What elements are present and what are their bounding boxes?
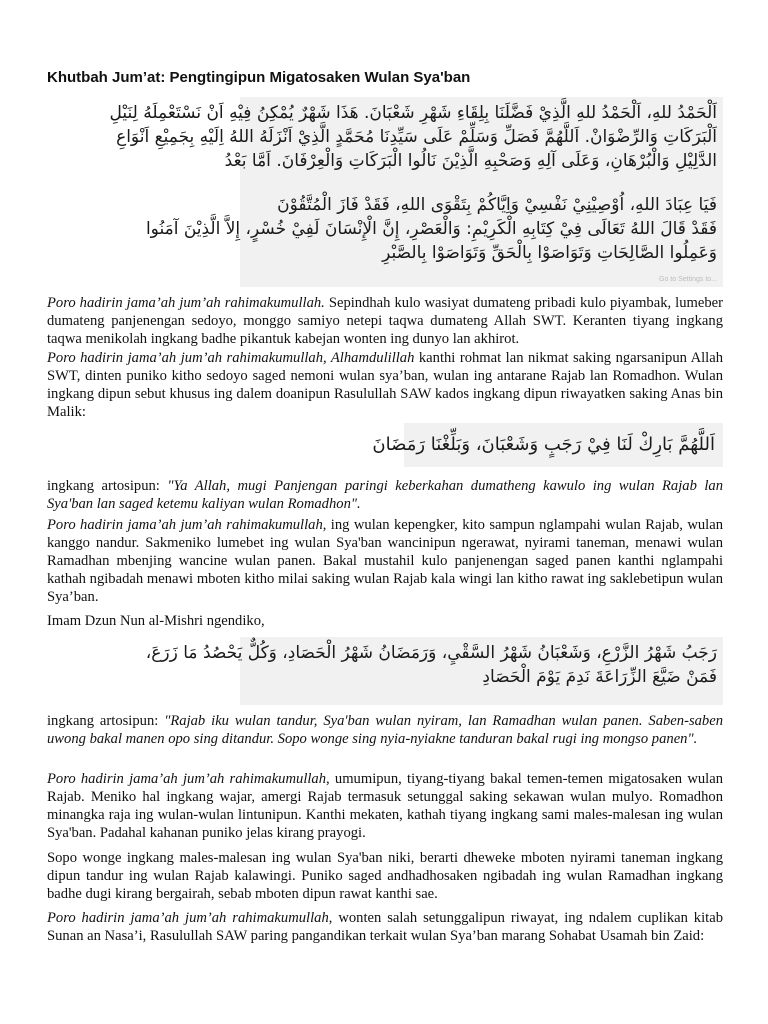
paragraph-text: , umumipun, tiyang-tiyang bakal temen-temen migatosaken wulan Rajab. Meniko hal ingkang wajar, amergi Rajab termasuk setunggal saking sekawan wulan mulyo. Romadhon minangka raja ing wulan-wulan lintunipun. Kanthi mekaten, kathah tiyang ingkang sami males-malesan ing wulan Sya'ban. Padahal kahanan puniko jelas kirang prayogi. — [47, 771, 723, 841]
arabic-line: رَجَبُ شَهْرُ الزَّرْعِ، وَشَعْبَانُ شَهْرُ السَّقْيِ، وَرَمَضَانُ شَهْرُ الْحَصَادِ، وَكُلٌّ يَحْصُدُ مَا زَرَعَ، — [145, 643, 717, 663]
paragraph-italic: Poro hadirin jama’ah jum’ah rahimakumullah — [47, 517, 323, 533]
paragraph-italic: "Ya Allah, mugi Panjengan paringi keberkahan dumatheng kawulo ing wulan Rajab lan Sya'ban lan saged ketemu kaliyan wulan Romadhon". — [47, 478, 723, 512]
arabic-quote-block — [145, 637, 723, 705]
paragraph-italic: Poro hadirin jama’ah jum’ah rahimakumullah, Alhamdulillah — [47, 350, 415, 366]
activation-watermark: Go to Settings to... — [659, 276, 717, 283]
paragraph-text: ingkang artosipun: — [47, 478, 168, 494]
arabic-line: وَعَمِلُوا الصَّالِحَاتِ وَتَوَاصَوْا بِالْحَقِّ وَتَوَاصَوْا بِالصَّبْرِ — [382, 243, 717, 263]
paragraph-text: Sopo wonge ingkang males-malesan ing wulan Sya'ban niki, berarti dheweke mboten nyirami taneman ingkang dipun tandur ing wulan Rajab kalawingi. Puniko saged andhadhosaken ngibadah ing wulan Ramadhan ingkang badhe dugi kirang bergairah, sebab mboten dipun rawat kanthi sae. — [47, 850, 723, 902]
paragraph-text: Imam Dzun Nun al-Mishri ngendiko, — [47, 613, 265, 629]
paragraph-text: , ing wulan kepengker, kito sampun nglampahi wulan Rajab, wulan kanggo nandur. Sakmeniko lumebet ing wulan Sya'ban wancinipun ngerawat, nyirami taneman, menawi wulan Ramadhan mbenjing wancine wulan panen. Bakal mustahil kulo panjenengan saged panen kanthi nglampahi kathah ngibadah menawi mboten kitho milai saking wulan Rajab kala wingi lan kitho rawat ing saklebetipun wulan Sya’ban. — [47, 517, 723, 605]
paragraph-2 — [47, 349, 723, 421]
arabic-line: فَقَدْ قَالَ اللهُ تَعَالَى فِيْ كِتَابِهِ الْكَرِيْمِ: وَالْعَصْرِ، إِنَّ الْإِنْسَانَ لَفِيْ خُسْرٍ، إِلاَّ الَّذِيْنَ آمَنُوا — [145, 219, 717, 239]
arabic-line: اَللَّهُمَّ بَارِكْ لَنَا فِيْ رَجَبٍ وَشَعْبَانَ، وَبَلِّغْنَا رَمَضَانَ — [372, 434, 715, 455]
arabic-opening-block — [109, 97, 723, 287]
paragraph-text: , wonten salah setunggalipun riwayat, ing ndalem cuplikan kitab Sunan an Nasa’i, Rasulullah SAW paring pangandikan terkait wulan Sya’ban marang Sohabat Usamah bin Zaid: — [47, 910, 723, 944]
paragraph-italic: Poro hadirin jama’ah jum’ah rahimakumullah — [47, 910, 329, 926]
paragraph-text: kanthi rohmat lan nikmat saking ngarsanipun Allah SWT, dinten puniko kitho sedoyo saged nemoni wulan sya’ban, wulan ing antarane Rajab lan Romadhon. Wulan ingkang dipun sebut khusus ing dalem doanipun Rasulullah SAW kados ingkang dipun riwayatken saking Anas bin Malik: — [47, 350, 724, 420]
paragraph-1 — [47, 294, 723, 348]
arabic-line: فَمَنْ ضَيَّعَ الزِّرَاعَةَ نَدِمَ يَوْمَ الْحَصَادِ — [482, 667, 717, 687]
paragraph-8 — [47, 849, 723, 903]
paragraph-italic: Poro hadirin jama’ah jum’ah rahimakumullah — [47, 771, 327, 787]
paragraph-text: Sepindhah kulo wasiyat dumateng pribadi kulo piyambak, lumeber dumateng panjenengan sedoyo, monggo samiyo netepi taqwa dumateng Allah SWT. Keranten tiyang ingkang taqwa menikolah ingkang badhe pikantuk kabejan wonten ing dunyo lan akhirot. — [47, 295, 723, 347]
page-title: Khutbah Jum’at: Pengtingipun Migatosaken Wulan Sya'ban — [47, 69, 471, 86]
paragraph-6 — [47, 712, 723, 748]
arabic-line: اَلْحَمْدُ للهِ، اَلْحَمْدُ للهِ الَّذِيْ فَضَّلَنَا بِلِقَاءِ شَهْرِ شَعْبَانَ. هَذَا شَهْرٌ يُمْكِنُ فِيْهِ اَنْ نَسْتَعْمِلَهُ لِنَيْلِ — [109, 103, 717, 123]
paragraph-7 — [47, 770, 723, 842]
paragraph-text: ingkang artosipun: — [47, 713, 165, 729]
paragraph-3 — [47, 477, 723, 513]
arabic-line: اَلْبَرَكَاتِ وَالرِّضْوَانْ. اَللَّهُمَّ فَصَلِّ وَسَلِّمْ عَلَى سَيِّدِنَا مُحَمَّدٍ الَّذِيْ اَنْزَلَهُ اللهُ اِلَيْهِ بِجَمِيْعِ اَنْوَاعِ — [116, 127, 717, 147]
arabic-line: فَيَا عِبَادَ اللهِ، اُوْصِيْنِيْ نَفْسِيْ وَاِيَّاكُمْ بِتَقْوَى اللهِ، فَقَدْ فَازَ الْمُتَّقُوْنَ — [277, 195, 717, 215]
arabic-line: الدَّلِيْلِ وَالْبُرْهَانِ، وَعَلَى آلِهِ وَصَحْبِهِ الَّذِيْنَ نَالُوا الْبَرَكَاتِ وَالْعِرْفَانَ. اَمَّا بَعْدُ — [224, 151, 717, 171]
paragraph-italic: Poro hadirin jama’ah jum’ah rahimakumullah. — [47, 295, 325, 311]
paragraph-italic: "Rajab iku wulan tandur, Sya'ban wulan nyiram, lan Ramadhan wulan panen. Saben-saben uwong bakal manen opo sing ditandur. Sopo wonge sing nyia-nyiakne tanduran bakal rugi ing mongso panen". — [47, 713, 723, 747]
paragraph-9 — [47, 909, 723, 945]
paragraph-5 — [47, 612, 723, 630]
arabic-doa-block — [372, 423, 723, 467]
paragraph-4 — [47, 516, 723, 606]
